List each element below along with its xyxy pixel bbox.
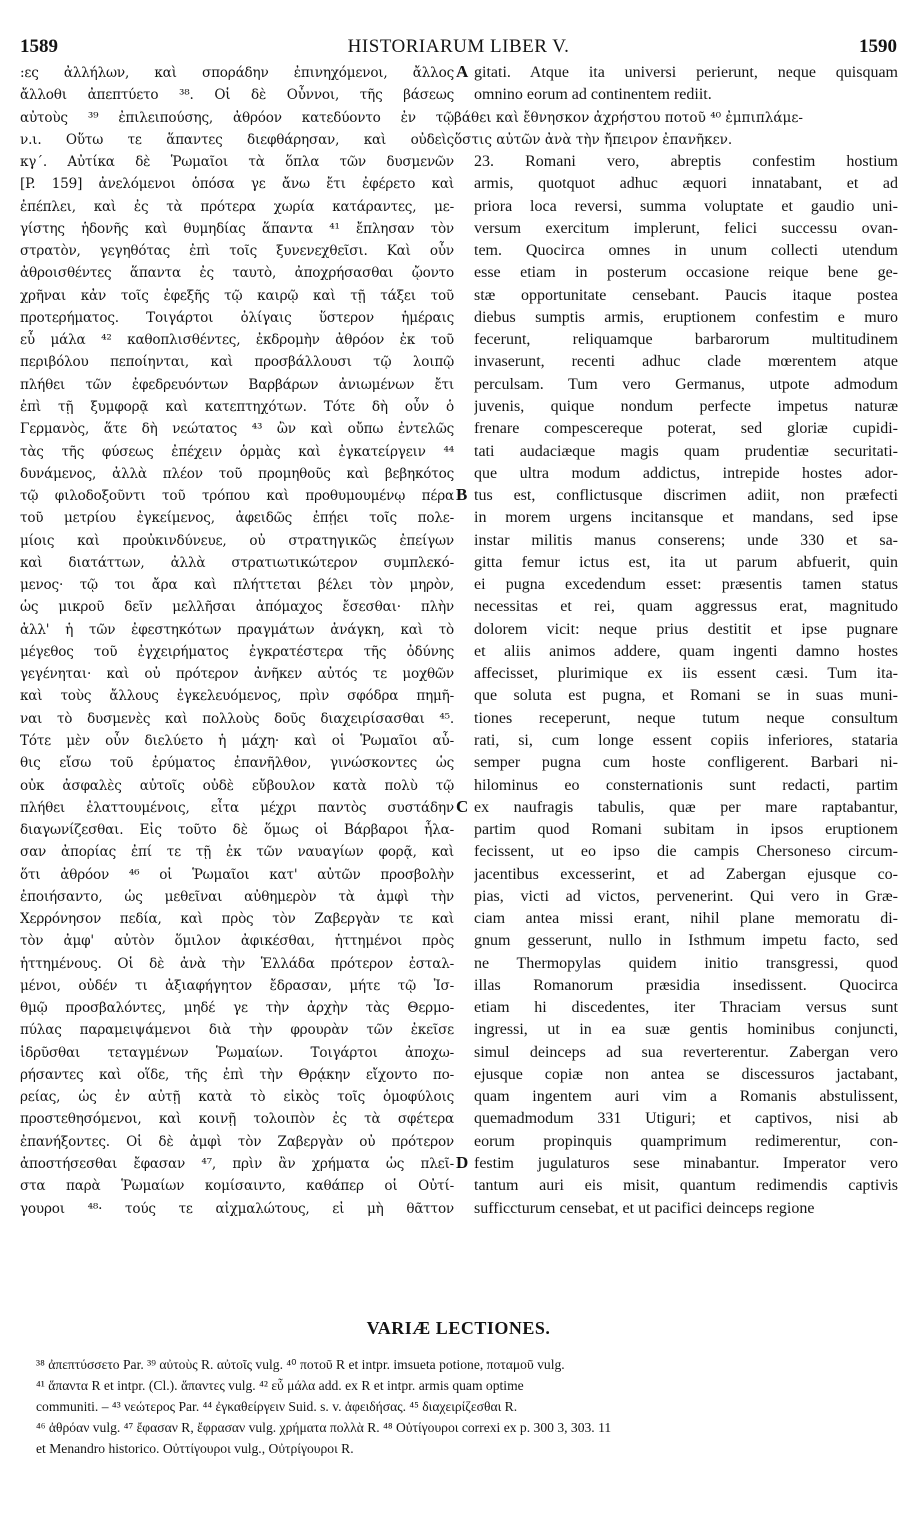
latin-line: armis, quotquot adhuc æquori innatabant, et ad <box>474 175 898 193</box>
greek-line: καὶ τοὺς ἄλλους ἐγκελευόμενος, πρὶν σφόδρα πημῆ- <box>20 688 454 705</box>
latin-line: ingressi, ut in ea suæ gentis hominibus conjuncti, <box>474 1021 898 1039</box>
latin-line: gitati. Atque ita universi perierunt, neque quisquam <box>474 64 898 81</box>
variant-note-line: ⁴¹ ἅπαντα R et intpr. (Cl.). ἅπαντες vulg. ⁴² εὖ μάλα add. ex R et intpr. armis quam optime <box>36 1378 524 1393</box>
greek-line: σαν ἀπορίας ἐπί τε τῇ ἐκ τῶν ναυαγίων φορᾷ, καὶ <box>20 844 454 861</box>
greek-line: τῷ φιλοδοξοῦντι τοῦ τρόπου καὶ προθυμουμένῳ πέρα <box>20 488 454 505</box>
latin-line: ne Thermopylas quidem initio transgressi, quod <box>474 954 898 972</box>
latin-line: ciam antea missi erant, nihil plane memoratu di- <box>474 910 898 928</box>
latin-line: illas Romanorum præsidia insedissent. Quocirca <box>474 976 898 994</box>
latin-line: hilominus eo consternationis sunt redacti, partim <box>474 776 898 794</box>
margin-letter-d: D <box>456 1153 469 1172</box>
variae-lectiones-notes <box>36 1354 882 1459</box>
greek-line: στα παρὰ Ῥωμαίων κομίσαιντο, καθάπερ οἱ Οὐτί- <box>20 1178 454 1195</box>
greek-bridge-line: βάθει καὶ ἔθνησκον ἀχρήστου ποτοῦ ⁴⁰ ἐμπιπλάμε- <box>454 109 804 126</box>
latin-line: simul deinceps ad sua reverterentur. Zabergan vero <box>474 1043 898 1061</box>
latin-line: affecisset, plurimique ex iis essent cæsi. Tum ita- <box>474 665 898 683</box>
greek-line: γεγένηται· καὶ οὐ πρότερον ἀνῆκεν αὐτός τε μοχθῶν <box>20 666 454 683</box>
greek-line: [P. 159] ἀνελόμενοι ὁπόσα γε ἄνω ἔτι ἐφέρετο καὶ <box>20 176 454 193</box>
greek-line: προτερήματος. Τοιγάρτοι ὀλίγαις ὕστερον ἡμέραις <box>20 309 454 326</box>
greek-line: καὶ διατάττων, ἀλλὰ στρατιωτικώτερον συμπλεκό- <box>20 554 454 571</box>
greek-line: ἐπὶ τῇ ξυμφορᾷ καὶ κατεπτηχότων. Τότε δὴ οὖν ὁ <box>20 398 454 415</box>
greek-line: χρῆναι κἀν τοῖς ἐφεξῆς τῷ καιρῷ καὶ τῇ τάξει τοῦ <box>20 287 454 304</box>
greek-line: ρήσαντες καὶ οἵδε, τῆς ἐπὶ τὴν Θρᾴκην εἴχοντο πο- <box>20 1066 454 1083</box>
greek-line: θις εἴσω τοῦ ἐρύματος ἐπανῆλθον, γινώσκοντες ὡς <box>20 755 454 772</box>
latin-line: etiam hi discedentes, iter Thraciam versus sunt <box>474 999 898 1017</box>
greek-line: τὸν ἀμφ' αὐτὸν ὅμιλον ἀφικέσθαι, ἡττημένοι πρὸς <box>20 933 454 950</box>
greek-line: θμῷ προσβαλόντες, μηδέ γε τὴν ἀρχὴν τὰς Θερμο- <box>20 1000 454 1017</box>
greek-line: ν.ι. Οὕτω τε ἅπαντες διεφθάρησαν, καὶ οὐδεὶς <box>20 131 454 148</box>
variae-lectiones-heading: VARIÆ LECTIONES. <box>366 1318 551 1338</box>
variant-note-line: communiti. – ⁴³ νεώτερος Par. ⁴⁴ ἐγκαθείργειν Suid. s. v. ἀφειδήσας. ⁴⁵ διαχειρίζεσθαι R. <box>36 1399 518 1414</box>
variant-note-line: ³⁸ ἀπεπτύσσετο Par. ³⁹ αὐτοὺς R. αὐτοῖς vulg. ⁴⁰ ποτοῦ R et intpr. imsueta potione, ποταμοῦ vulg. <box>36 1357 565 1372</box>
latin-line: pias, victi ad victos, pervenerint. Qui vero in Græ- <box>474 887 898 905</box>
variant-note-line: ⁴⁶ ἀθρόαν vulg. ⁴⁷ ἔφασαν R, ἔφρασαν vulg. χρήματα πολλὰ R. ⁴⁸ Οὐτίγουροι correxi ex p. 300 3, 303. 11 <box>36 1420 612 1435</box>
latin-line: stæ opportunitate censebant. Paucis itaque postea <box>474 286 898 304</box>
greek-line: τοῦ μετρίου ἐγκείμενος, ἀφειδῶς ἐπῄει τοῖς πολε- <box>20 510 454 527</box>
latin-line: tem. Quocirca omnes in unum collecti utendum <box>474 242 898 260</box>
latin-line: ei pugna excedendum esset: præsentis tamen status <box>474 576 898 594</box>
greek-line: πλήθει τῶν ἐφεδρευόντων Βαρβάρων ἀνιωμένων ἔτι <box>20 376 454 393</box>
greek-line: :ες ἀλλήλων, καὶ σποράδην ἐπινηχόμενοι, ἄλλος <box>20 65 454 81</box>
latin-line: que soluta est pugna, et Romani se in suas muni- <box>474 687 898 705</box>
latin-line: priora loca reversi, summa voluptate et gaudio uni- <box>474 197 898 215</box>
latin-line: semper pugna cum hoste confligerent. Barbari ni- <box>474 754 898 772</box>
latin-line: gitta femur ictus est, ita ut parum abfuerit, quin <box>474 553 898 571</box>
greek-line: διαγωνίζεσθαι. Εἰς τοῦτο δὲ ὅμως οἱ Βάρβαροι ἦλα- <box>20 822 454 839</box>
latin-line: omnino eorum ad continentem rediit. <box>474 86 712 104</box>
latin-line: tati audaciæque magis quam prudentiæ securitati- <box>474 442 898 460</box>
latin-line: et aliis animos addere, quam ingenti damno hostes <box>474 642 898 660</box>
latin-line: ejusque copiæ non antea se discessuros jactabant, <box>474 1065 898 1083</box>
greek-line: ρείας, ὡς ἐν αὐτῇ κατὰ τὸ εἰκὸς τοῖς ὁμοφύλοις <box>20 1089 454 1106</box>
greek-line: ἀθροισθέντες ἅπαντα ἐς ταυτὸ, ἀποχρήσασθαι ᾤοντο <box>20 265 454 282</box>
greek-line: ἱδρῦσθαι τεταγμένων Ῥωμαίων. Τοιγάρτοι ἀποχω- <box>20 1044 454 1061</box>
greek-line: Τότε μὲν οὖν διελύετο ἡ μάχη· καὶ οἱ Ῥωμαῖοι αὖ- <box>20 732 454 749</box>
latin-line: jacentibus excesserint, et ad Zabergan ejusque co- <box>474 865 898 883</box>
greek-line: περιβόλου πεποίηνται, καὶ προσβάλλουσι τῷ λοιπῷ <box>20 354 454 371</box>
variant-note-line: et Menandro historico. Οὐττίγουροι vulg., Οὐτρίγουροι R. <box>36 1441 354 1456</box>
latin-line: instar militis manus conserens; unde 330 et sa- <box>474 531 898 549</box>
greek-line: δυνάμενος, ἀλλὰ πλέον τοῦ προμηθοῦς καὶ βεβηκότος <box>20 465 454 482</box>
greek-line: ἀλλ' ἡ τῶν ἐφεστηκότων πραγμάτων ἀνάγκη, καὶ τὸ <box>20 621 454 638</box>
greek-line: ἐπέπλει, καὶ ἐς τὰ πρότερα χωρία κατάραντες, με- <box>20 198 454 215</box>
greek-line: μέγεθος τοῦ ἐγχειρήματος ἐγκρατέστερα τῆς ὀδύνης <box>20 643 454 660</box>
latin-line: gnum gesserunt, nullo in Isthmum impetu facto, sed <box>474 932 898 950</box>
page-number-right: 1590 <box>859 36 897 57</box>
greek-line: κγ΄. Αὐτίκα δὲ Ῥωμαῖοι τὰ ὅπλα τῶν δυσμενῶν <box>20 154 454 171</box>
latin-line: esse etiam in posterum occasione reique bene ge- <box>474 264 898 282</box>
greek-line: ἡττημένους. Οἱ δὲ ἀνὰ τὴν Ἑλλάδα πρότερον ἐσταλ- <box>20 955 454 972</box>
latin-line: juvenis, quique nondum perfecte impetus naturæ <box>474 397 898 415</box>
greek-line: τὰς τῆς φύσεως ἐπέχειν ὁρμὰς καὶ ἐγκατείργειν ⁴⁴ <box>20 443 454 460</box>
latin-line: rati, si, cum longe essent copiis inferiores, stataria <box>474 731 898 749</box>
latin-line: tus est, conflictusque discrimen adiit, non præfecti <box>474 487 898 505</box>
greek-line: μενος· τῷ τοι ἄρα καὶ πλήττεται βέλει τὸν μηρὸν, <box>20 577 454 594</box>
latin-line: necessitas et rei, quam aggressus erat, magnitudo <box>474 598 898 616</box>
margin-letter-c: C <box>456 797 469 816</box>
latin-line: festim jugulaturos sese minabantur. Imperator vero <box>474 1155 898 1173</box>
greek-line: ναι τὸ δυσμενὲς καὶ πολλοὺς δοῦς διαχειρίσασθαι ⁴⁵. <box>20 710 454 727</box>
greek-line: ἐποιήσαντο, ὡς μεθεῖναι αὐθημερὸν τὰ ἀμφὶ τὴν <box>20 888 454 905</box>
greek-line: στρατὸν, γεγηθότας ἐπὶ τοῖς ξυνενεχθεῖσι. Καὶ οὖν <box>20 243 454 260</box>
latin-line: in morem urgens incitansque et mandans, sed ipse <box>474 509 898 527</box>
greek-line: μίοις καὶ προὐκινδύνευε, οὐ στρατηγικῶς ἐπείγων <box>20 532 454 549</box>
greek-line: πύλας παραμειψάμενοι διὰ τὴν φρουρὰν τῶν ἐκεῖσε <box>20 1022 454 1039</box>
greek-line: Γερμανὸς, ἅτε δὴ νεώτατος ⁴³ ὢν καὶ οὔπω ἐντελῶς <box>20 421 454 438</box>
greek-column <box>20 62 454 1220</box>
greek-line: ὡς μικροῦ δεῖν μελλῆσαι ἀπόμαχος ἔσεσθαι· πλὴν <box>20 599 454 616</box>
latin-line: 23. Romani vero, abreptis confestim hostium <box>474 153 898 171</box>
greek-line: ἄλλοθι ἀπεπτύετο ³⁸. Οἱ δὲ Οὖννοι, τῆς βάσεως <box>20 87 454 104</box>
margin-letter-b: B <box>456 485 468 504</box>
greek-line: ἀποστήσεσθαι ἔφασαν ⁴⁷, πρὶν ἂν χρήματα ὡς πλεῖ- <box>20 1156 454 1173</box>
greek-bridge-line: ὅστις αὐτῶν ἀνὰ τὴν ἤπειρον ἐπανῆκεν. <box>454 131 733 148</box>
latin-line: diebus sumptis armis, eruptionem confestim e muro <box>474 308 898 326</box>
latin-line: invaserunt, recenti adhuc clade mœrentem atque <box>474 353 898 371</box>
latin-line: que ultra modum addictus, intrepide hostes ador- <box>474 464 898 482</box>
page-number-left: 1589 <box>20 36 58 57</box>
latin-line: quam ingentem auri vim a Romanis abstulissent, <box>474 1088 898 1106</box>
latin-line: fecissent, ut eo ipso die campis Chersoneso circum- <box>474 843 898 861</box>
greek-line: γουροι ⁴⁸· τούς τε αἰχμαλώτους, εἰ μὴ θᾶττον <box>20 1200 454 1217</box>
latin-line: ex naufragis tabulis, quæ per mare raptabantur, <box>474 798 898 816</box>
latin-line: sufficcturum censebat, et ut pacifici deinceps regione <box>474 1199 815 1217</box>
greek-line: αὐτοὺς ³⁹ ἐπιλειπούσης, ἀθρόον κατεδύοντο ἐν τῷ <box>20 109 454 126</box>
margin-letter-a: A <box>456 62 469 81</box>
latin-column <box>454 62 898 1220</box>
greek-line: ὅτι ἀθρόον ⁴⁶ οἱ Ῥωμαῖοι κατ' αὐτῶν προσβολὴν <box>20 866 454 883</box>
greek-line: οὐκ ἀσφαλὲς αὐτοῖς οὐδὲ εὔβουλον κατὰ πολὺ τῷ <box>20 777 454 794</box>
greek-line: μένοι, οὐδέν τι ἀξιαφήγητον ἔδρασαν, μήτε τῷ Ἰσ- <box>20 977 454 994</box>
greek-line: πλήθει ἐλαττουμένοις, εἶτα μέχρι παντὸς συστάδην <box>20 799 454 816</box>
greek-line: εὖ μάλα ⁴² καθοπλισθέντες, ἐκδρομὴν ἀθρόον ἐκ τοῦ <box>20 332 454 349</box>
latin-line: partim quod Romani subitam in ipsos eruptionem <box>474 821 898 839</box>
greek-line: ἐπανήξοντες. Οἱ δὲ ἀμφὶ τὸν Ζαβεργὰν οὐ πρότερον <box>20 1133 454 1150</box>
latin-line: perculsam. Tum vero Germanus, utpote admodum <box>474 375 898 393</box>
latin-line: frenare compescereque poterat, sed gloriæ cupidi- <box>474 420 898 438</box>
latin-line: versum exercitum implerunt, felici successu ovan- <box>474 219 898 237</box>
latin-line: tiones receperunt, neque tutum neque consultum <box>474 709 898 727</box>
latin-line: dolorem vicit: neque prius destitit et ipse pugnare <box>474 620 898 638</box>
greek-line: γίστης ἡδονῆς καὶ θυμηδίας ἅπαντα ⁴¹ ἔπλησαν τὸν <box>20 220 454 237</box>
latin-line: eorum propinquis quamprimum redimerentur, con- <box>474 1132 898 1150</box>
greek-line: Χερρόνησον πεδία, καὶ πρὸς τὸν Ζαβεργὰν τε καὶ <box>20 911 454 928</box>
latin-line: fecerunt, reliquamque barbarorum multitudinem <box>474 331 898 349</box>
latin-line: quemadmodum 331 Utiguri; et captivos, nisi ab <box>474 1110 898 1128</box>
greek-line: προστεθησόμενοι, καὶ κοινῇ τολοιπὸν ἐς τὰ σφέτερα <box>20 1111 454 1128</box>
running-title: HISTORIARUM LIBER V. <box>347 36 570 57</box>
latin-line: tantum auri eis misit, quantum redimendis captivis <box>474 1177 898 1195</box>
